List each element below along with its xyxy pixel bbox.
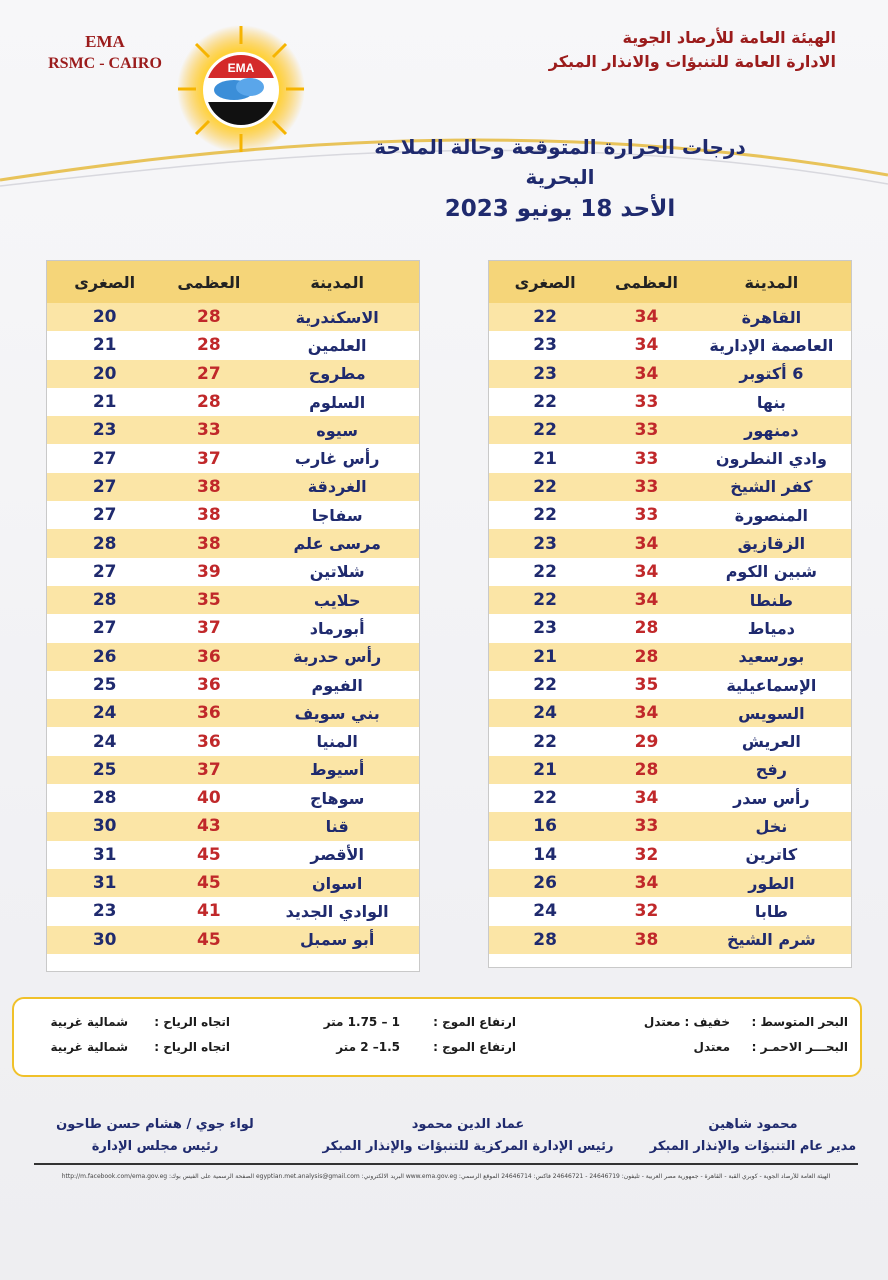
min-temp-cell: 22 bbox=[533, 590, 557, 611]
min-temp-cell: 20 bbox=[92, 363, 117, 384]
max-temp-cell: 45 bbox=[196, 844, 221, 865]
table-row bbox=[489, 331, 851, 359]
max-temp-cell: 34 bbox=[634, 561, 659, 582]
table-row bbox=[489, 303, 851, 331]
table-row bbox=[47, 303, 419, 331]
max-temp-cell: 40 bbox=[196, 788, 221, 809]
table-row bbox=[47, 926, 419, 954]
table-row bbox=[47, 331, 419, 359]
city-cell: العريش bbox=[741, 732, 801, 752]
city-cell: السويس bbox=[738, 703, 805, 723]
max-temp-cell: 27 bbox=[196, 363, 221, 384]
max-temp-cell: 33 bbox=[634, 448, 659, 469]
table-header bbox=[489, 261, 851, 303]
ema-label: EMA bbox=[85, 32, 125, 51]
min-temp-cell: 23 bbox=[533, 618, 557, 639]
sea-navigation-box bbox=[12, 997, 862, 1077]
city-cell: دمياط bbox=[747, 618, 795, 638]
table-row bbox=[489, 671, 851, 699]
red-sea-line bbox=[14, 1040, 860, 1060]
med-sea-state: خفيف : معتدل bbox=[643, 1015, 730, 1029]
max-temp-cell: 36 bbox=[196, 703, 221, 724]
city-cell: رأس سدر bbox=[733, 788, 810, 808]
table-row bbox=[47, 756, 419, 784]
red-wave-value: 1.5– 2 متر bbox=[336, 1040, 400, 1054]
city-cell: شلاتين bbox=[309, 562, 365, 582]
city-cell: كاترين bbox=[745, 845, 798, 865]
min-temp-cell: 26 bbox=[92, 646, 117, 667]
med-sea-name: البحر المتوسط : bbox=[751, 1015, 848, 1029]
min-temp-cell: 22 bbox=[533, 731, 557, 752]
table-row bbox=[47, 529, 419, 557]
page-title: درجات الحرارة المتوقعة وحالة الملاحة البحرية bbox=[374, 135, 746, 189]
table-row bbox=[489, 841, 851, 869]
city-cell: أبورماد bbox=[309, 618, 365, 638]
city-cell: قنا bbox=[325, 816, 349, 836]
table-row bbox=[47, 388, 419, 416]
min-temp-cell: 24 bbox=[92, 703, 117, 724]
max-temp-cell: 32 bbox=[634, 901, 659, 922]
min-temp-cell: 31 bbox=[92, 873, 117, 894]
max-temp-cell: 28 bbox=[634, 759, 659, 780]
min-temp-cell: 24 bbox=[533, 703, 557, 724]
city-cell: بنها bbox=[756, 392, 786, 412]
table-row bbox=[47, 614, 419, 642]
table-row bbox=[47, 784, 419, 812]
max-temp-cell: 33 bbox=[196, 420, 221, 441]
max-temp-cell: 37 bbox=[196, 759, 221, 780]
min-temp-cell: 22 bbox=[533, 420, 557, 441]
signature-center bbox=[318, 1114, 618, 1158]
city-cell: الفيوم bbox=[311, 675, 363, 695]
right-temperature-table bbox=[488, 260, 852, 968]
table-row bbox=[47, 473, 419, 501]
table-row bbox=[489, 501, 851, 529]
red-sea-state: معتدل bbox=[693, 1040, 730, 1054]
table-row bbox=[47, 586, 419, 614]
signer-name: محمود شاهين bbox=[708, 1117, 798, 1132]
city-cell: المنصورة bbox=[734, 505, 808, 525]
city-cell: حلايب bbox=[313, 590, 361, 610]
max-temp-cell: 33 bbox=[634, 392, 659, 413]
min-temp-cell: 23 bbox=[92, 901, 117, 922]
min-temp-cell: 30 bbox=[92, 929, 117, 950]
col-city-header: المدينة bbox=[744, 272, 799, 292]
table-row bbox=[489, 926, 851, 954]
red-wave-label: ارتفاع الموج : bbox=[433, 1040, 516, 1054]
city-cell: طابا bbox=[754, 901, 788, 921]
city-cell: الإسماعيلية bbox=[726, 675, 817, 695]
med-wave-value: 1 – 1.75 متر bbox=[323, 1015, 400, 1029]
city-cell: رفح bbox=[755, 760, 787, 780]
bulletin-title bbox=[340, 132, 780, 226]
table-row bbox=[489, 529, 851, 557]
max-temp-cell: 38 bbox=[196, 505, 221, 526]
max-temp-cell: 29 bbox=[634, 731, 659, 752]
min-temp-cell: 14 bbox=[533, 844, 557, 865]
table-row bbox=[47, 671, 419, 699]
max-temp-cell: 38 bbox=[196, 533, 221, 554]
max-temp-cell: 34 bbox=[634, 590, 659, 611]
min-temp-cell: 21 bbox=[533, 646, 557, 667]
max-temp-cell: 34 bbox=[634, 363, 659, 384]
red-wind-label: اتجاه الرياح : bbox=[154, 1040, 230, 1054]
signer-name: عماد الدين محمود bbox=[411, 1117, 525, 1132]
max-temp-cell: 28 bbox=[634, 646, 659, 667]
max-temp-cell: 45 bbox=[196, 929, 221, 950]
table-row bbox=[47, 643, 419, 671]
red-wind-value: شمالية غربية bbox=[50, 1040, 128, 1054]
med-wind-value: شمالية غربية bbox=[50, 1015, 128, 1029]
max-temp-cell: 34 bbox=[634, 533, 659, 554]
city-cell: أبو سمبل bbox=[299, 930, 375, 950]
city-cell: الوادي الجديد bbox=[285, 901, 389, 921]
city-cell: بورسعيد bbox=[738, 647, 805, 667]
max-temp-cell: 45 bbox=[196, 873, 221, 894]
table-row bbox=[47, 869, 419, 897]
col-min-header: الصغرى bbox=[74, 272, 136, 292]
min-temp-cell: 16 bbox=[533, 816, 557, 837]
max-temp-cell: 33 bbox=[634, 505, 659, 526]
city-cell: العلمين bbox=[307, 335, 367, 355]
signature-left bbox=[40, 1114, 270, 1158]
col-max-header: العظمى bbox=[177, 272, 241, 292]
min-temp-cell: 22 bbox=[533, 675, 557, 695]
max-temp-cell: 28 bbox=[196, 307, 221, 328]
signer-title: مدير عام التنبؤات والإنذار المبكر bbox=[649, 1139, 857, 1154]
min-temp-cell: 22 bbox=[533, 392, 557, 413]
max-temp-cell: 37 bbox=[196, 448, 221, 469]
col-city-header: المدينة bbox=[310, 272, 365, 292]
city-cell: كفر الشيخ bbox=[730, 477, 813, 497]
max-temp-cell: 32 bbox=[634, 844, 659, 865]
city-cell: مطروح bbox=[308, 364, 366, 384]
min-temp-cell: 23 bbox=[533, 533, 557, 554]
table-row bbox=[489, 756, 851, 784]
max-temp-cell: 33 bbox=[634, 816, 659, 837]
min-temp-cell: 21 bbox=[533, 448, 557, 469]
table-row bbox=[489, 614, 851, 642]
city-cell: السلوم bbox=[309, 392, 366, 412]
table-row bbox=[489, 360, 851, 388]
ema-logo-icon bbox=[176, 24, 306, 154]
min-temp-cell: 23 bbox=[92, 420, 117, 441]
bulletin-date: الأحد 18 يونيو 2023 bbox=[444, 196, 676, 222]
red-sea-name: البحـــر الاحمـر : bbox=[751, 1040, 848, 1054]
table-row bbox=[489, 784, 851, 812]
city-cell: سفاجا bbox=[311, 505, 363, 525]
table-row bbox=[47, 812, 419, 840]
table-row bbox=[489, 558, 851, 586]
table-row bbox=[489, 869, 851, 897]
min-temp-cell: 25 bbox=[92, 675, 117, 695]
min-temp-cell: 20 bbox=[92, 307, 117, 328]
table-row bbox=[47, 444, 419, 472]
max-temp-cell: 36 bbox=[196, 731, 221, 752]
max-temp-cell: 37 bbox=[196, 618, 221, 639]
city-cell: الأقصر bbox=[310, 845, 364, 865]
max-temp-cell: 34 bbox=[634, 335, 659, 356]
city-cell: الغردقة bbox=[307, 477, 367, 497]
city-cell: نخل bbox=[755, 816, 788, 836]
min-temp-cell: 22 bbox=[533, 307, 557, 328]
min-temp-cell: 22 bbox=[533, 561, 557, 582]
med-sea-line bbox=[14, 1015, 860, 1035]
table-row bbox=[489, 388, 851, 416]
table-row bbox=[47, 416, 419, 444]
min-temp-cell: 27 bbox=[92, 618, 117, 639]
city-cell: المنيا bbox=[316, 732, 358, 752]
city-cell: وادي النطرون bbox=[715, 449, 827, 469]
left-temperature-table bbox=[46, 260, 420, 972]
signer-title: رئيس الإدارة المركزية للتنبؤات والإنذار المبكر bbox=[322, 1139, 614, 1154]
max-temp-cell: 38 bbox=[634, 929, 659, 950]
table-row bbox=[489, 727, 851, 755]
table-row bbox=[489, 643, 851, 671]
city-cell: سوهاج bbox=[309, 788, 365, 808]
org-name: الهيئة العامة للأرصاد الجوية bbox=[622, 28, 836, 47]
col-min-header: الصغرى bbox=[514, 272, 576, 292]
table-row bbox=[47, 897, 419, 925]
city-cell: اسوان bbox=[311, 873, 363, 893]
table-row bbox=[489, 699, 851, 727]
table-row bbox=[489, 473, 851, 501]
signer-name: لواء جوي / هشام حسن طاحون bbox=[56, 1117, 254, 1132]
min-temp-cell: 21 bbox=[92, 392, 117, 413]
table-row bbox=[47, 841, 419, 869]
city-cell: سيوه bbox=[316, 420, 359, 440]
min-temp-cell: 23 bbox=[533, 363, 557, 384]
signer-title: رئيس مجلس الإدارة bbox=[91, 1139, 219, 1154]
city-cell: شبين الكوم bbox=[725, 562, 818, 582]
min-temp-cell: 27 bbox=[92, 448, 117, 469]
max-temp-cell: 28 bbox=[196, 335, 221, 356]
table-row bbox=[47, 699, 419, 727]
city-cell: مرسى علم bbox=[293, 534, 381, 554]
org-header bbox=[549, 26, 836, 74]
city-cell: 6 أكتوبر bbox=[739, 364, 804, 384]
city-cell: دمنهور bbox=[744, 420, 799, 440]
city-cell: الزقازيق bbox=[737, 534, 806, 554]
max-temp-cell: 35 bbox=[196, 590, 221, 611]
min-temp-cell: 31 bbox=[92, 844, 117, 865]
footer-divider bbox=[34, 1163, 858, 1165]
max-temp-cell: 35 bbox=[634, 675, 659, 695]
city-cell: الطور bbox=[748, 873, 795, 893]
min-temp-cell: 27 bbox=[92, 476, 117, 497]
min-temp-cell: 21 bbox=[533, 759, 557, 780]
table-row bbox=[47, 501, 419, 529]
min-temp-cell: 27 bbox=[92, 561, 117, 582]
max-temp-cell: 33 bbox=[634, 476, 659, 497]
min-temp-cell: 28 bbox=[92, 788, 117, 809]
min-temp-cell: 27 bbox=[92, 505, 117, 526]
max-temp-cell: 34 bbox=[634, 307, 659, 328]
table-body bbox=[489, 303, 851, 954]
table-row bbox=[489, 444, 851, 472]
max-temp-cell: 28 bbox=[634, 618, 659, 639]
table-row bbox=[489, 897, 851, 925]
ema-block bbox=[30, 32, 180, 76]
table-header bbox=[47, 261, 419, 303]
city-cell: بني سويف bbox=[294, 703, 380, 723]
table-row bbox=[489, 416, 851, 444]
max-temp-cell: 36 bbox=[196, 675, 221, 695]
city-cell: رأس غارب bbox=[294, 449, 380, 469]
max-temp-cell: 28 bbox=[196, 392, 221, 413]
max-temp-cell: 43 bbox=[196, 816, 221, 837]
table-row bbox=[47, 360, 419, 388]
rsmc-label: RSMC - CAIRO bbox=[48, 55, 162, 72]
city-cell: شرم الشيخ bbox=[726, 930, 816, 950]
city-cell: طنطا bbox=[749, 590, 793, 610]
max-temp-cell: 38 bbox=[196, 476, 221, 497]
city-cell: رأس حدربة bbox=[293, 647, 382, 667]
org-department: الادارة العامة للتنبؤات والانذار المبكر bbox=[548, 52, 836, 71]
city-cell: أسيوط bbox=[309, 760, 365, 780]
min-temp-cell: 28 bbox=[92, 590, 117, 611]
min-temp-cell: 25 bbox=[92, 759, 117, 780]
table-row bbox=[47, 727, 419, 755]
min-temp-cell: 28 bbox=[533, 929, 557, 950]
city-cell: القاهرة bbox=[741, 307, 802, 327]
table-row bbox=[47, 558, 419, 586]
min-temp-cell: 30 bbox=[92, 816, 117, 837]
max-temp-cell: 34 bbox=[634, 788, 659, 809]
max-temp-cell: 36 bbox=[196, 646, 221, 667]
col-max-header: العظمى bbox=[614, 272, 678, 292]
min-temp-cell: 22 bbox=[533, 788, 557, 809]
min-temp-cell: 26 bbox=[533, 873, 557, 894]
med-wave-label: ارتفاع الموج : bbox=[433, 1015, 516, 1029]
min-temp-cell: 24 bbox=[92, 731, 117, 752]
table-row bbox=[489, 812, 851, 840]
city-cell: العاصمة الإدارية bbox=[709, 335, 834, 355]
table-row bbox=[489, 586, 851, 614]
min-temp-cell: 21 bbox=[92, 335, 117, 356]
min-temp-cell: 22 bbox=[533, 476, 557, 497]
min-temp-cell: 23 bbox=[533, 335, 557, 356]
min-temp-cell: 24 bbox=[533, 901, 557, 922]
footer-contact: الهيئة العامة للأرصاد الجوية - كوبري القبة - القاهرة - جمهورية مصر العربية - تليفون: 24646719 - 24646721 فاكس: 24646714 الموقع الرسمي: www.ema.gov.eg البريد الالكتروني: egyptian.met.analysis@gmail.com الصفحة الرسمية على الفيس بوك: http://m.facebook.com/ema.gov.eg bbox=[61, 1173, 831, 1180]
signature-right bbox=[648, 1114, 858, 1158]
max-temp-cell: 34 bbox=[634, 703, 659, 724]
max-temp-cell: 39 bbox=[196, 561, 221, 582]
table-body bbox=[47, 303, 419, 954]
max-temp-cell: 34 bbox=[634, 873, 659, 894]
med-wind-label: اتجاه الرياح : bbox=[154, 1015, 230, 1029]
min-temp-cell: 22 bbox=[533, 505, 557, 526]
min-temp-cell: 28 bbox=[92, 533, 117, 554]
max-temp-cell: 33 bbox=[634, 420, 659, 441]
max-temp-cell: 41 bbox=[196, 901, 221, 922]
logo-text: EMA bbox=[227, 61, 255, 75]
city-cell: الاسكندرية bbox=[295, 307, 379, 327]
